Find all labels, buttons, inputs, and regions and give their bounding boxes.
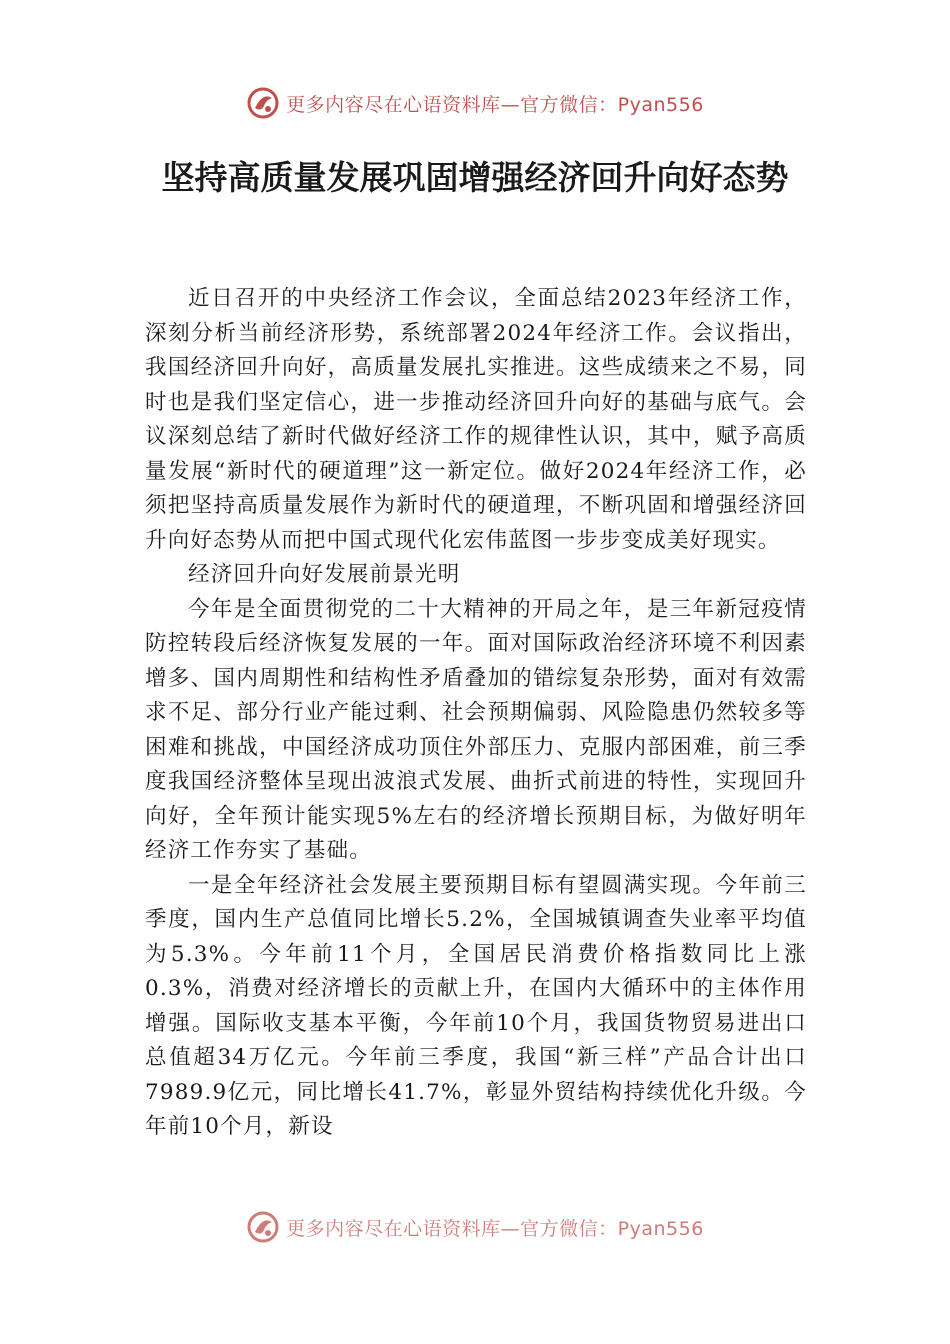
watermark-text: 更多内容尽在心语资料库—官方微信：Pyan556 bbox=[286, 1217, 704, 1240]
watermark-footer bbox=[0, 1210, 950, 1244]
section-paragraph: 今年是全面贯彻党的二十大精神的开局之年，是三年新冠疫情防控转段后经济恢复发展的一年。面对国际政治经济环境不利因素增多、国内周期性和结构性矛盾叠加的错综复杂形势，面对有效需求不足、部分行业产能过剩、社会预期偏弱、风险隐患仍然较多等困难和挑战，中国经济成功顶住外部压力、克服内部困难，前三季度我国经济整体呈现出波浪式发展、曲折式前进的特性，实现回升向好，全年预计能实现5%左右的经济增长预期目标，为做好明年经济工作夯实了基础。 bbox=[145, 596, 807, 863]
section-paragraph: 一是全年经济社会发展主要预期目标有望圆满实现。今年前三季度，国内生产总值同比增长5.2%，全国城镇调查失业率平均值为5.3%。今年前11个月，全国居民消费价格指数同比上涨0.3%，消费对经济增长的贡献上升，在国内大循环中的主体作用增强。国际收支基本平衡，今年前10个月，我国货物贸易进出口总值超34万亿元。今年前三季度，我国“新三样”产品合计出口7989.9亿元，同比增长41.7%，彰显外贸结构持续优化升级。今年前10个月，新设 bbox=[145, 872, 807, 1139]
intro-paragraph: 近日召开的中央经济工作会议，全面总结2023年经济工作，深刻分析当前经济形势，系统部署2024年经济工作。会议指出，我国经济回升向好，高质量发展扎实推进。这些成绩来之不易，同时也是我们坚定信心，进一步推动经济回升向好的基础与底气。会议深刻总结了新时代做好经济工作的规律性认识，其中，赋予高质量发展“新时代的硬道理”这一新定位。做好2024年经济工作，必须把坚持高质量发展作为新时代的硬道理，不断巩固和增强经济回升向好态势从而把中国式现代化宏伟蓝图一步步变成美好现实。 bbox=[145, 286, 807, 553]
logo-icon bbox=[246, 1210, 280, 1244]
section-heading: 经济回升向好发展前景光明 bbox=[188, 562, 461, 587]
document-title: 坚持高质量发展巩固增强经济回升向好态势 bbox=[161, 158, 789, 197]
logo-icon bbox=[246, 86, 280, 120]
document-body bbox=[145, 282, 807, 1145]
watermark-header bbox=[0, 86, 950, 120]
watermark-text: 更多内容尽在心语资料库—官方微信：Pyan556 bbox=[286, 93, 704, 116]
